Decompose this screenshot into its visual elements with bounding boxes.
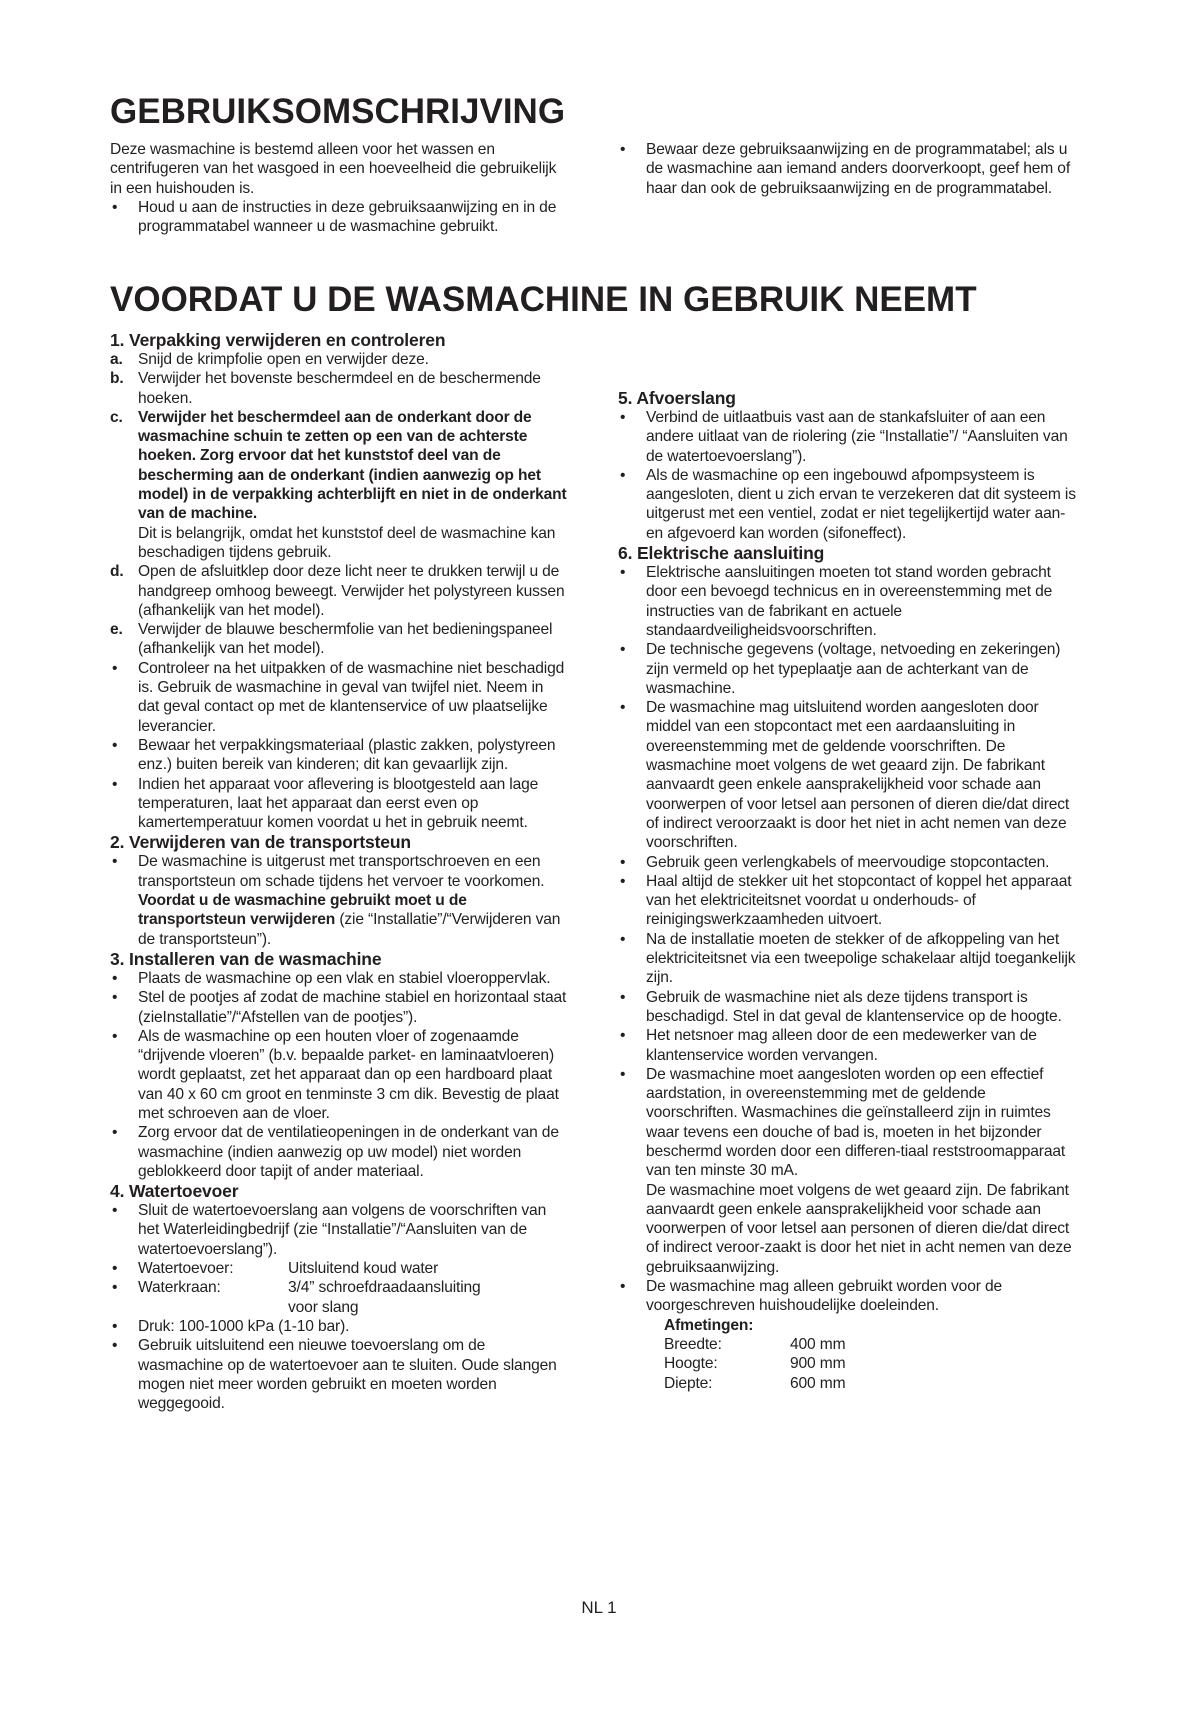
list-item (110, 1123, 568, 1181)
bullet-icon: • (112, 1124, 118, 1142)
spec-value: 3/4” schroefdraadaansluiting voor slang (288, 1279, 481, 1316)
bullet-icon: • (620, 564, 626, 582)
bullet-icon: • (620, 988, 626, 1006)
step-text: Open de afsluitklep door deze licht neer te drukken terwijl u de handgreep omhoog beweegt. Verwijder het polystyreen kussen (afhankelijk van het model). (138, 563, 565, 619)
step-text: Snijd de krimpfolie open en verwijder deze. (138, 351, 429, 368)
dimension-label: Hoogte: (664, 1355, 718, 1373)
intro-left-column (110, 140, 568, 236)
step-e (110, 620, 568, 659)
bullet-icon: • (112, 1279, 118, 1297)
bullet-icon: • (620, 1065, 626, 1083)
list-item (618, 1026, 1076, 1065)
subsection-heading-2: 2. Verwijderen van de transportsteun (110, 832, 411, 853)
bullet-icon: • (620, 1278, 626, 1296)
list-item-text: Controleer na het uitpakken of de wasmachine niet beschadigd is. Gebruik de wasmachine in geval van twijfel niet. Neem in dat geval contact op met de klantenservice of uw plaatselijke leverancier. (138, 659, 565, 735)
step-c (110, 408, 568, 524)
list-item (618, 140, 1076, 198)
list-item-text: Plaats de wasmachine op een vlak en stabiel vloeroppervlak. (138, 969, 551, 987)
list-item-text: Sluit de watertoevoerslang aan volgens de voorschriften van het Waterleidingbedrijf (zie “Installatie”/“Aansluiten van de watertoevoerslang”). (138, 1202, 547, 1258)
bullet-icon: • (620, 930, 626, 948)
bullet-icon: • (620, 699, 626, 717)
list-item-text: Haal altijd de stekker uit het stopcontact of koppel het apparaat van het elektriciteitsnet voordat u onderhouds- of reinigingswerkzaamheden uitvoert. (646, 872, 1072, 929)
bullet-icon: • (620, 853, 626, 871)
list-item-text: Druk: 100-1000 kPa (1-10 bar). (138, 1317, 350, 1335)
list-item (618, 408, 1076, 466)
list-item (110, 1201, 568, 1259)
list-item (110, 198, 568, 237)
dimension-value: 600 mm (790, 1374, 846, 1392)
bullet-icon: • (620, 872, 626, 890)
dimension-row (664, 1374, 1076, 1393)
dimension-value: 400 mm (790, 1335, 846, 1353)
subsection-heading-6: 6. Elektrische aansluiting (618, 543, 825, 564)
step-c-note: Dit is belangrijk, omdat het kunststof deel de wasmachine kan beschadigen tijdens gebruik. (138, 524, 556, 561)
dimension-row (664, 1354, 1076, 1373)
step-text: Verwijder de blauwe beschermfolie van het bedieningspaneel (afhankelijk van het model). (138, 621, 553, 658)
list-item (110, 852, 568, 948)
left-column (110, 330, 568, 1413)
list-item-text: De wasmachine mag uitsluitend worden aangesloten door middel van een stopcontact met een aardaansluiting in overeenstemming met de geldende voorschriften. De wasmachine moet volgens de wet geaard zijn. De fabrikant aanvaardt geen enkele aansprakelijkheid voor schade aan voorwerpen of voor letsel aan personen of dieren die/dat direct of indirect veroorzaakt is door het niet in acht nemen van deze voorschriften. (646, 699, 1070, 852)
list-item-text: Na de installatie moeten de stekker of de afkoppeling van het elektriciteitsnet via een tweepolige schakelaar altijd toegankelijk zijn. (646, 930, 1076, 987)
dimension-label: Diepte: (664, 1374, 713, 1392)
bullet-icon: • (112, 853, 118, 871)
bullet-icon: • (112, 659, 118, 677)
list-item (618, 988, 1076, 1027)
bullet-icon: • (112, 1202, 118, 1220)
intro-paragraph: Deze wasmachine is bestemd alleen voor het wassen en centrifugeren van het wasgoed in een hoeveelheid die gebruikelijk in een huishouden is. (110, 141, 557, 197)
list-item-text: De wasmachine moet aangesloten worden op een effectief aardstation, in overeenstemming met de geldende voorschriften. Wasmachines die geïnstalleerd zijn in ruimtes waar tevens een douche of bad is, moeten in het bijzonder beschermd worden door een differen-tiaal reststroomapparaat van ten minste 30 mA. (646, 1065, 1066, 1180)
list-item (110, 775, 568, 833)
list-item (618, 1065, 1076, 1181)
list-item (110, 988, 568, 1027)
list-item-text: Zorg ervoor dat de ventilatieopeningen in de onderkant van de wasmachine (indien aanwezig op uw model) niet worden geblokkeerd door tapijt of ander materiaal. (138, 1124, 559, 1180)
bullet-icon: • (112, 1260, 118, 1278)
list-item-text: De wasmachine mag alleen gebruikt worden voor de voorgeschreven huishoudelijke doeleinden. (646, 1278, 1002, 1315)
list-item (618, 930, 1076, 988)
step-warning-text: Verwijder het beschermdeel aan de onderkant door de wasmachine schuin te zetten op een van de achterste hoeken. Zorg ervoor dat het kunststof deel van de bescherming aan de onderkant (indien aanwezig op het model) in de verpakking achterblijft en niet in de onderkant van de machine. (138, 408, 567, 523)
bullet-icon: • (112, 736, 118, 754)
subsection-heading-1: 1. Verpakking verwijderen en controleren (110, 330, 446, 350)
list-item (618, 698, 1076, 852)
water-tap-row (110, 1278, 568, 1317)
grounding-note: De wasmachine moet volgens de wet geaard zijn. De fabrikant aanvaardt geen enkele aansprakelijkheid voor schade aan voorwerpen of voor letsel aan personen of dieren die/dat direct of indirect veroor-zaakt is door het niet in acht nemen van deze gebruiksaanwijzing. (646, 1181, 1072, 1276)
bullet-icon: • (112, 1317, 118, 1335)
bullet-icon: • (112, 1027, 118, 1045)
list-item-bold-text: Voordat u de wasmachine gebruikt moet u de transportsteun verwijderen (138, 892, 467, 929)
bullet-icon: • (620, 141, 626, 158)
subsection-heading-5: 5. Afvoerslang (618, 388, 736, 408)
dimension-value: 900 mm (790, 1355, 846, 1373)
list-item (110, 969, 568, 988)
page-number: NL 1 (581, 1598, 617, 1617)
list-item (110, 1027, 568, 1123)
list-item (618, 872, 1076, 930)
spec-label: Waterkraan: (138, 1279, 221, 1297)
step-text: Verwijder het bovenste beschermdeel en de beschermende hoeken. (138, 370, 541, 407)
list-item-text: Houd u aan de instructies in deze gebruiksaanwijzing en in de programmatabel wanneer u de wasmachine gebruikt. (138, 198, 557, 236)
bullet-icon: • (112, 989, 118, 1007)
bullet-icon: • (620, 1027, 626, 1045)
list-item-text: Stel de pootjes af zodat de machine stabiel en horizontaal staat (zieInstallatie”/“Afstellen van de pootjes”). (138, 989, 567, 1026)
subsection-heading-4: 4. Watertoevoer (110, 1181, 239, 1202)
section-title-gebruiksomschrijving: GEBRUIKSOMSCHRIJVING (110, 92, 566, 131)
intro-right-column (618, 140, 1076, 198)
spec-label: Watertoevoer: (138, 1260, 234, 1278)
subsection-heading-3: 3. Installeren van de wasmachine (110, 948, 382, 969)
step-marker: d. (110, 563, 124, 581)
list-item-text: Indien het apparaat voor aflevering is blootgesteld aan lage temperaturen, laat het apparaat dan eerst even op kamertemperatuur komen voordat u het in gebruik neemt. (138, 775, 539, 832)
step-a (110, 350, 568, 369)
bullet-icon: • (620, 466, 626, 484)
step-marker: b. (110, 370, 124, 388)
step-b (110, 369, 568, 408)
section-title-voordat: VOORDAT U DE WASMACHINE IN GEBRUIK NEEMT (110, 280, 977, 319)
list-item-text: (zie “Installatie”/“Verwijderen van de transportsteun”). (138, 911, 561, 948)
list-item-text: Gebruik uitsluitend een nieuwe toevoerslang om de wasmachine op de watertoevoer aan te sluiten. Oude slangen mogen niet meer worden gebruikt en moeten worden weggegooid. (138, 1337, 557, 1413)
list-item (110, 736, 568, 775)
step-marker: a. (110, 351, 123, 368)
list-item (618, 853, 1076, 872)
list-item-text: Het netsnoer mag alleen door de een medewerker van de klantenservice worden vervangen. (646, 1027, 1037, 1064)
list-item-text: Elektrische aansluitingen moeten tot stand worden gebracht door een bevoegd technicus en in overeenstemming met de instructies van de fabrikant en actuele standaardveiligheidsvoorschriften. (646, 564, 1053, 639)
list-item-text: Bewaar het verpakkingsmateriaal (plastic zakken, polystyreen enz.) buiten bereik van kinderen; dit kan gevaarlijk zijn. (138, 736, 556, 774)
dimension-label: Breedte: (664, 1335, 722, 1353)
list-item (110, 659, 568, 736)
bullet-icon: • (112, 1337, 118, 1355)
dimensions-heading: Afmetingen: (664, 1316, 754, 1334)
list-item (618, 466, 1076, 543)
spec-value: Uitsluitend koud water (288, 1260, 439, 1278)
dimension-row (664, 1335, 1076, 1354)
list-item-text: De wasmachine is uitgerust met transportschroeven en een transportsteun om schade tijdens het vervoer te voorkomen. (138, 853, 545, 890)
bullet-icon: • (112, 198, 118, 216)
step-marker: c. (110, 408, 123, 426)
list-item (618, 563, 1076, 640)
list-item (618, 640, 1076, 698)
step-marker: e. (110, 621, 123, 639)
water-supply-row (110, 1259, 568, 1278)
step-d (110, 562, 568, 620)
right-column (618, 330, 1076, 1393)
list-item-text: Verbind de uitlaatbuis vast aan de stankafsluiter of aan een andere uitlaat van de riolering (zie “Installatie”/ “Aansluiten van de watertoevoerslang”). (646, 409, 1068, 465)
list-item (110, 1317, 568, 1336)
list-item-text: De technische gegevens (voltage, netvoeding en zekeringen) zijn vermeld op het typeplaatje aan de achterkant van de wasmachine. (646, 641, 1061, 697)
list-item-text: Als de wasmachine op een ingebouwd afpompsysteem is aangesloten, dient u zich ervan te verzekeren dat dit systeem is uitgerust met een ventiel, zodat er niet tegelijkertijd water aan- en afgevoerd kan worden (sifoneffect). (646, 466, 1076, 542)
list-item-text: Bewaar deze gebruiksaanwijzing en de programmatabel; als u de wasmachine aan iemand anders doorverkoopt, geef hem of haar dan ook de gebruiksaanwijzing en de programmatabel. (646, 141, 1071, 197)
bullet-icon: • (620, 409, 626, 426)
list-item (110, 1336, 568, 1413)
list-item-text: Als de wasmachine op een houten vloer of zogenaamde “drijvende vloeren” (b.v. bepaalde parket- en laminaatvloeren) wordt geplaatst, zet het apparaat dan op een hardboard plaat van 40 x 60 cm groot en tenminste 3 cm dik. Bevestig de plaat met schroeven aan de vloer. (138, 1027, 559, 1122)
list-item (618, 1277, 1076, 1316)
bullet-icon: • (112, 969, 118, 987)
bullet-icon: • (620, 641, 626, 659)
list-item-text: Gebruik de wasmachine niet als deze tijdens transport is beschadigd. Stel in dat geval de klantenservice op de hoogte. (646, 988, 1062, 1025)
list-item-text: Gebruik geen verlengkabels of meervoudige stopcontacten. (646, 853, 1050, 871)
dimensions-table (618, 1316, 1076, 1393)
bullet-icon: • (112, 775, 118, 793)
